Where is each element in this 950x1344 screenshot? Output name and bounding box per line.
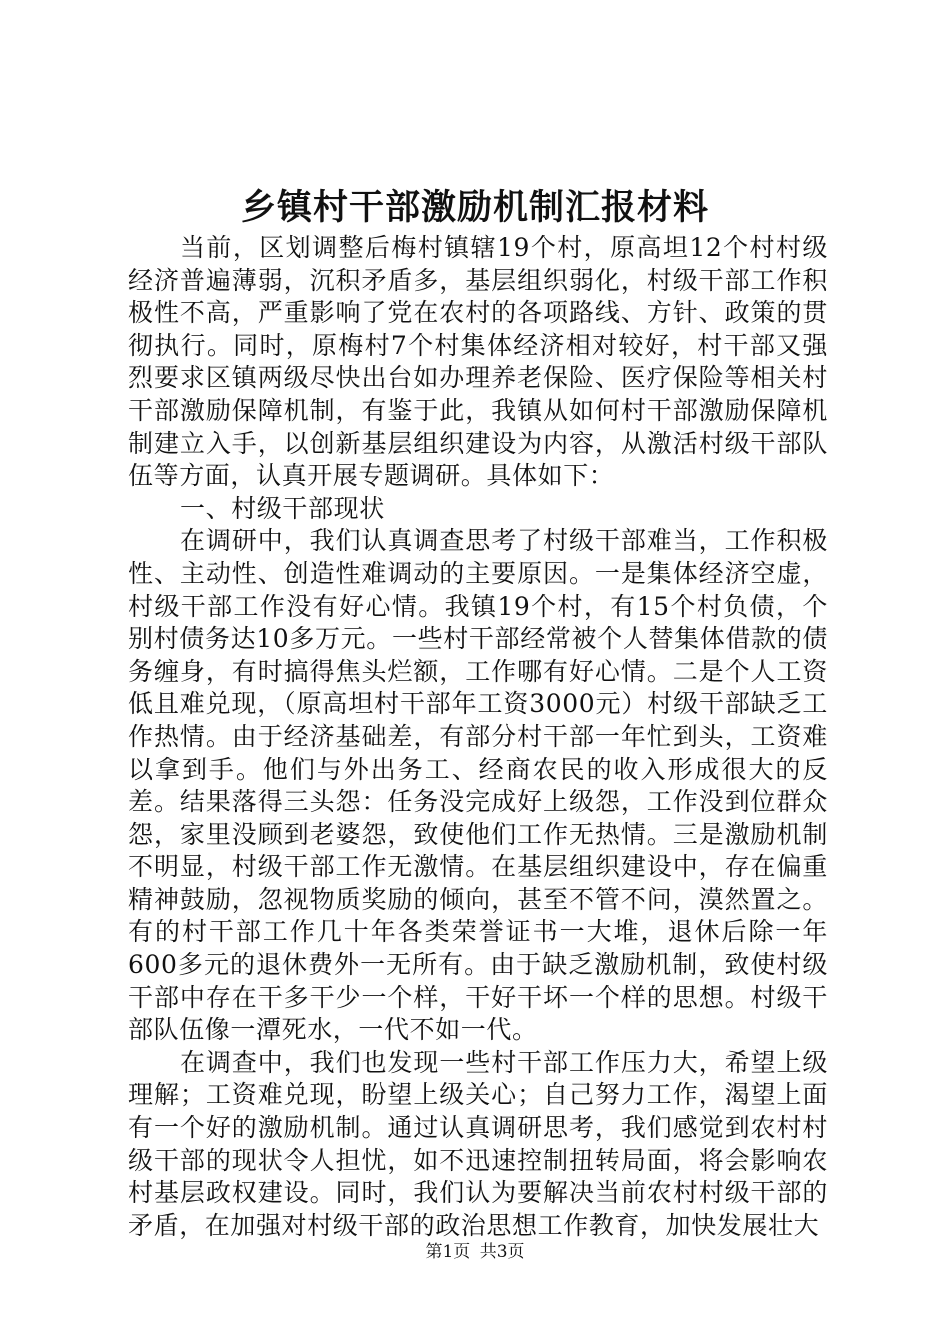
document-body bbox=[128, 232, 828, 1242]
paragraph-research: 在调研中，我们认真调查思考了村级干部难当，工作积极性、主动性、创造性难调动的主要原因。一是集体经济空虚，村级干部工作没有好心情。我镇19个村，有15个村负债，个别村债务达10多万元。一些村干部经常被个人替集体借款的债务缠身，有时搞得焦头烂额，工作哪有好心情。二是个人工资低且难兑现，（原高坦村干部年工资3000元）村级干部缺乏工作热情。由于经济基础差，有部分村干部一年忙到头，工资难以拿到手。他们与外出务工、经商农民的收入形成很大的反差。结果落得三头怨：任务没完成好上级怨，工作没到位群众怨，家里没顾到老婆怨，致使他们工作无热情。三是激励机制不明显，村级干部工作无激情。在基层组织建设中，存在偏重精神鼓励，忽视物质奖励的倾向，甚至不管不问，漠然置之。有的村干部工作几十年各类荣誉证书一大堆，退休后除一年600多元的退休费外一无所有。由于缺乏激励机制，致使村级干部中存在干多干少一个样，干好干坏一个样的思想。村级干部队伍像一潭死水，一代不如一代。 bbox=[128, 526, 828, 1045]
page-footer bbox=[0, 1240, 950, 1264]
paragraph-findings: 在调查中，我们也发现一些村干部工作压力大，希望上级理解；工资难兑现，盼望上级关心；自己努力工作，渴望上面有一个好的激励机制。通过认真调研思考，我们感觉到农村村级干部的现状令人担忧，如不迅速控制扭转局面，将会影响农村基层政权建设。同时，我们认为要解决当前农村村级干部的矛盾，在加强对村级干部的政治思想工作教育，加快发展壮大 bbox=[128, 1047, 828, 1240]
paragraph-intro: 当前，区划调整后梅村镇辖19个村，原高坦12个村村级经济普遍薄弱，沉积矛盾多，基层组织弱化，村级干部工作积极性不高，严重影响了党在农村的各项路线、方针、政策的贯彻执行。同时，原梅村7个村集体经济相对较好，村干部又强烈要求区镇两级尽快出台如办理养老保险、医疗保险等相关村干部激励保障机制，有鉴于此，我镇从如何村干部激励保障机制建立入手，以创新基层组织建设为内容，从激活村级干部队伍等方面，认真开展专题调研。具体如下： bbox=[128, 233, 828, 491]
page-total: 共3页 bbox=[479, 1242, 525, 1262]
section-heading: 一、村级干部现状 bbox=[180, 493, 385, 523]
document-title: 乡镇村干部激励机制汇报材料 bbox=[240, 187, 709, 228]
page-number: 第1页 bbox=[425, 1242, 471, 1262]
